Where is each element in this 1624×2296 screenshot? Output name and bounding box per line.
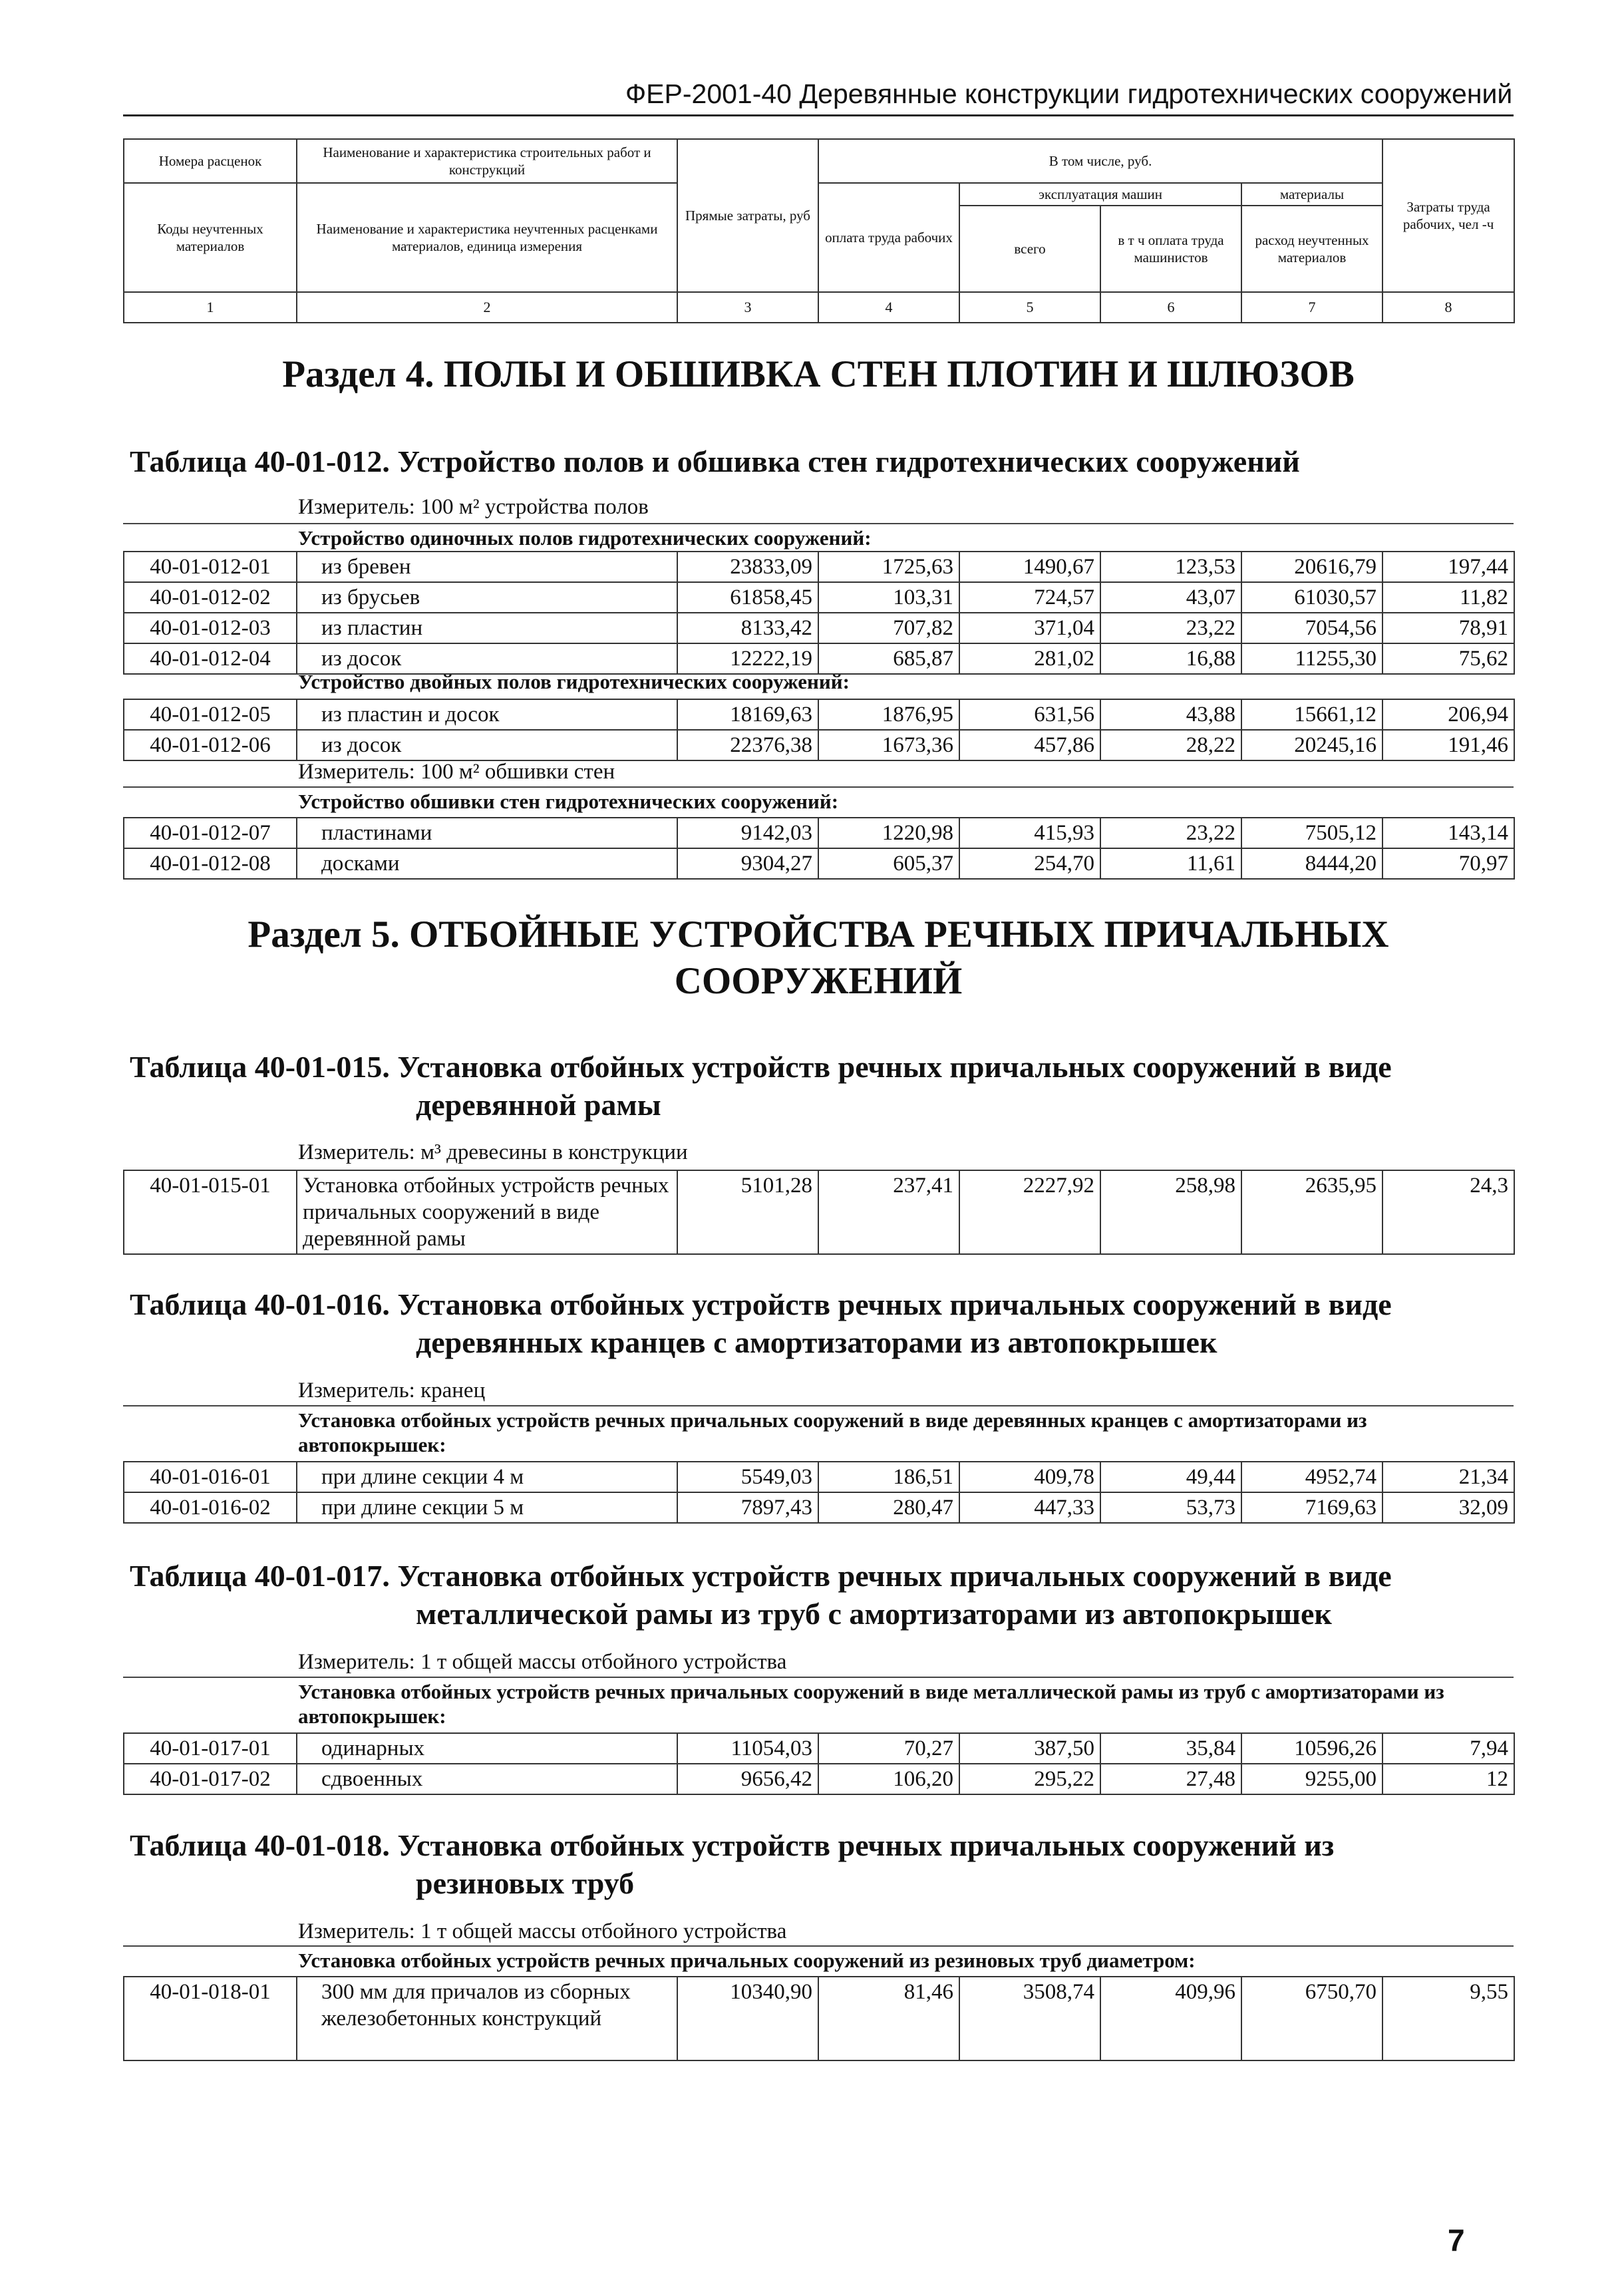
table-row xyxy=(124,730,1514,760)
labor-costs-cell: 9,55 xyxy=(1382,1977,1514,2060)
section-4-title: Раздел 4. ПОЛЫ И ОБШИВКА СТЕН ПЛОТИН И ШЛЮЗОВ xyxy=(282,353,1355,395)
col-labor-costs: Затраты труда рабочих, чел -ч xyxy=(1382,139,1514,292)
table-016-meter: Измеритель: кранец xyxy=(298,1379,486,1402)
direct-costs-cell: 5549,03 xyxy=(677,1462,818,1492)
table-row xyxy=(124,1492,1514,1523)
rate-code-cell: 40-01-017-01 xyxy=(124,1733,297,1764)
materials-cell: 8444,20 xyxy=(1241,848,1382,879)
labor-costs-cell: 11,82 xyxy=(1382,582,1514,613)
rate-code-cell: 40-01-015-01 xyxy=(124,1170,297,1254)
direct-costs-cell: 7897,43 xyxy=(677,1492,818,1523)
materials-cell: 20616,79 xyxy=(1241,552,1382,582)
work-name-cell: из бревен xyxy=(297,552,677,582)
work-name-cell: 300 мм для причалов из сборных железобетонных конструкций xyxy=(297,1977,677,2060)
labor-costs-cell: 21,34 xyxy=(1382,1462,1514,1492)
machinist-wages-cell: 35,84 xyxy=(1100,1733,1241,1764)
rate-code-cell: 40-01-012-02 xyxy=(124,582,297,613)
col-direct-costs: Прямые затраты, руб xyxy=(677,139,818,292)
machinist-wages-cell: 27,48 xyxy=(1100,1764,1241,1794)
direct-costs-cell: 9304,27 xyxy=(677,848,818,879)
col-number: 6 xyxy=(1100,292,1241,323)
direct-costs-cell: 8133,42 xyxy=(677,613,818,643)
col-number: 1 xyxy=(124,292,297,323)
table-012-meter-floors: Измеритель: 100 м² устройства полов xyxy=(298,495,649,519)
table-row xyxy=(124,818,1514,848)
work-name-cell: досками xyxy=(297,848,677,879)
machines-total-cell: 371,04 xyxy=(959,613,1100,643)
table-015-title xyxy=(130,1048,1517,1124)
machinist-wages-cell: 43,07 xyxy=(1100,582,1241,613)
table-017-rows xyxy=(123,1732,1515,1795)
section-5-title-line2: СООРУЖЕНИЙ xyxy=(674,960,963,1002)
rule xyxy=(123,786,1514,788)
col-unaccounted-materials: расход неучтенных материалов xyxy=(1241,206,1382,292)
col-machinist-wages: в т ч оплата труда машинистов xyxy=(1100,206,1241,292)
labor-wages-cell: 707,82 xyxy=(818,613,959,643)
rule xyxy=(123,1677,1514,1678)
labor-costs-cell: 32,09 xyxy=(1382,1492,1514,1523)
table-012-group-walls: Устройство обшивки стен гидротехнических сооружений: xyxy=(298,790,839,813)
table-018-rows xyxy=(123,1976,1515,2061)
direct-costs-cell: 10340,90 xyxy=(677,1977,818,2060)
labor-costs-cell: 78,91 xyxy=(1382,613,1514,643)
col-machines-total: всего xyxy=(959,206,1100,292)
table-012-group-single-floors: Устройство одиночных полов гидротехнических сооружений: xyxy=(298,526,872,550)
table-018-group: Установка отбойных устройств речных причальных сооружений из резиновых труб диаметром: xyxy=(298,1949,1196,1972)
direct-costs-cell: 22376,38 xyxy=(677,730,818,760)
table-row xyxy=(124,848,1514,879)
rate-code-cell: 40-01-012-04 xyxy=(124,643,297,674)
table-row xyxy=(124,1764,1514,1794)
labor-wages-cell: 81,46 xyxy=(818,1977,959,2060)
machinist-wages-cell: 43,88 xyxy=(1100,699,1241,730)
work-name-cell: из досок xyxy=(297,643,677,674)
work-name-cell: при длине секции 5 м xyxy=(297,1492,677,1523)
col-material-name: Наименование и характеристика неучтенных расценками материалов, единица измерения xyxy=(297,183,677,292)
table-015-rows xyxy=(123,1170,1515,1255)
col-number: 5 xyxy=(959,292,1100,323)
section-5-title xyxy=(123,911,1514,1005)
table-row xyxy=(124,699,1514,730)
work-name-cell: из досок xyxy=(297,730,677,760)
table-018-meter: Измеритель: 1 т общей массы отбойного устройства xyxy=(298,1919,787,1943)
labor-wages-cell: 237,41 xyxy=(818,1170,959,1254)
table-015-title-line2: деревянной рамы xyxy=(416,1088,661,1122)
labor-costs-cell: 12 xyxy=(1382,1764,1514,1794)
labor-wages-cell: 685,87 xyxy=(818,643,959,674)
rate-code-cell: 40-01-012-07 xyxy=(124,818,297,848)
direct-costs-cell: 11054,03 xyxy=(677,1733,818,1764)
labor-wages-cell: 1725,63 xyxy=(818,552,959,582)
table-row xyxy=(124,1462,1514,1492)
table-012-rows-single xyxy=(123,551,1515,675)
machinist-wages-cell: 49,44 xyxy=(1100,1462,1241,1492)
machinist-wages-cell: 409,96 xyxy=(1100,1977,1241,2060)
machinist-wages-cell: 23,22 xyxy=(1100,818,1241,848)
header-rule xyxy=(123,114,1514,116)
machines-total-cell: 387,50 xyxy=(959,1733,1100,1764)
machines-total-cell: 3508,74 xyxy=(959,1977,1100,2060)
work-name-cell: из пластин и досок xyxy=(297,699,677,730)
col-number: 4 xyxy=(818,292,959,323)
machinist-wages-cell: 23,22 xyxy=(1100,613,1241,643)
table-017-title-line1: Таблица 40-01-017. Установка отбойных устройств речных причальных сооружений в виде xyxy=(130,1559,1392,1593)
work-name-cell: сдвоенных xyxy=(297,1764,677,1794)
rate-code-cell: 40-01-012-05 xyxy=(124,699,297,730)
machines-total-cell: 457,86 xyxy=(959,730,1100,760)
work-name-cell: одинарных xyxy=(297,1733,677,1764)
col-unaccounted-codes: Коды неучтенных материалов xyxy=(124,183,297,292)
machines-total-cell: 415,93 xyxy=(959,818,1100,848)
materials-cell: 7169,63 xyxy=(1241,1492,1382,1523)
work-name-cell: при длине секции 4 м xyxy=(297,1462,677,1492)
rule xyxy=(123,523,1514,524)
materials-cell: 15661,12 xyxy=(1241,699,1382,730)
rate-code-cell: 40-01-016-02 xyxy=(124,1492,297,1523)
column-header-table xyxy=(123,138,1515,323)
table-012-title: Таблица 40-01-012. Устройство полов и обшивка стен гидротехнических сооружений xyxy=(130,444,1300,478)
rate-code-cell: 40-01-017-02 xyxy=(124,1764,297,1794)
machinist-wages-cell: 28,22 xyxy=(1100,730,1241,760)
table-012-group-double-floors: Устройство двойных полов гидротехнических сооружений: xyxy=(298,670,850,693)
labor-wages-cell: 103,31 xyxy=(818,582,959,613)
labor-costs-cell: 24,3 xyxy=(1382,1170,1514,1254)
labor-costs-cell: 143,14 xyxy=(1382,818,1514,848)
table-015-meter: Измеритель: м³ древесины в конструкции xyxy=(298,1140,688,1164)
machinist-wages-cell: 123,53 xyxy=(1100,552,1241,582)
rate-code-cell: 40-01-012-01 xyxy=(124,552,297,582)
labor-costs-cell: 191,46 xyxy=(1382,730,1514,760)
labor-wages-cell: 106,20 xyxy=(818,1764,959,1794)
machines-total-cell: 295,22 xyxy=(959,1764,1100,1794)
table-018-title-line2: резиновых труб xyxy=(416,1866,635,1900)
table-016-group: Установка отбойных устройств речных причальных сооружений в виде деревянных кранцев с амортизаторами из автопокрышек: xyxy=(298,1408,1367,1456)
direct-costs-cell: 5101,28 xyxy=(677,1170,818,1254)
machinist-wages-cell: 53,73 xyxy=(1100,1492,1241,1523)
table-016-title-line2: деревянных кранцев с амортизаторами из автопокрышек xyxy=(416,1325,1218,1359)
materials-cell: 61030,57 xyxy=(1241,582,1382,613)
materials-cell: 11255,30 xyxy=(1241,643,1382,674)
col-rate-numbers: Номера расценок xyxy=(124,139,297,183)
labor-costs-cell: 206,94 xyxy=(1382,699,1514,730)
rate-code-cell: 40-01-012-08 xyxy=(124,848,297,879)
machines-total-cell: 447,33 xyxy=(959,1492,1100,1523)
col-labor-wages: оплата труда рабочих xyxy=(818,183,959,292)
materials-cell: 2635,95 xyxy=(1241,1170,1382,1254)
materials-cell: 10596,26 xyxy=(1241,1733,1382,1764)
col-number: 8 xyxy=(1382,292,1514,323)
col-number: 3 xyxy=(677,292,818,323)
col-number: 7 xyxy=(1241,292,1382,323)
table-012-meter-walls: Измеритель: 100 м² обшивки стен xyxy=(298,760,615,784)
machinist-wages-cell: 11,61 xyxy=(1100,848,1241,879)
rate-code-cell: 40-01-012-06 xyxy=(124,730,297,760)
table-012-rows-double xyxy=(123,699,1515,761)
machines-total-cell: 724,57 xyxy=(959,582,1100,613)
table-row xyxy=(124,582,1514,613)
rule xyxy=(123,1945,1514,1947)
labor-wages-cell: 1673,36 xyxy=(818,730,959,760)
machines-total-cell: 2227,92 xyxy=(959,1170,1100,1254)
work-name-cell: из брусьев xyxy=(297,582,677,613)
labor-costs-cell: 197,44 xyxy=(1382,552,1514,582)
machines-total-cell: 281,02 xyxy=(959,643,1100,674)
table-row xyxy=(124,1977,1514,2060)
labor-wages-cell: 70,27 xyxy=(818,1733,959,1764)
materials-cell: 4952,74 xyxy=(1241,1462,1382,1492)
labor-wages-cell: 1220,98 xyxy=(818,818,959,848)
table-row xyxy=(124,1170,1514,1254)
table-row xyxy=(124,1733,1514,1764)
table-row xyxy=(124,613,1514,643)
table-017-meter: Измеритель: 1 т общей массы отбойного устройства xyxy=(298,1650,787,1674)
table-row xyxy=(124,552,1514,582)
col-number: 2 xyxy=(297,292,677,323)
rate-code-cell: 40-01-012-03 xyxy=(124,613,297,643)
table-017-title xyxy=(130,1557,1517,1633)
labor-wages-cell: 186,51 xyxy=(818,1462,959,1492)
materials-cell: 7054,56 xyxy=(1241,613,1382,643)
machines-total-cell: 254,70 xyxy=(959,848,1100,879)
rule xyxy=(123,1405,1514,1406)
labor-costs-cell: 75,62 xyxy=(1382,643,1514,674)
labor-wages-cell: 605,37 xyxy=(818,848,959,879)
col-including: В том числе, руб. xyxy=(818,139,1382,183)
table-018-title-line1: Таблица 40-01-018. Установка отбойных устройств речных причальных сооружений из xyxy=(130,1828,1335,1862)
direct-costs-cell: 18169,63 xyxy=(677,699,818,730)
labor-costs-cell: 70,97 xyxy=(1382,848,1514,879)
table-016-title xyxy=(130,1285,1517,1361)
direct-costs-cell: 23833,09 xyxy=(677,552,818,582)
direct-costs-cell: 12222,19 xyxy=(677,643,818,674)
labor-wages-cell: 280,47 xyxy=(818,1492,959,1523)
work-name-cell: Установка отбойных устройств речных причальных сооружений в виде деревянной рамы xyxy=(297,1170,677,1254)
materials-cell: 20245,16 xyxy=(1241,730,1382,760)
table-016-rows xyxy=(123,1461,1515,1524)
materials-cell: 9255,00 xyxy=(1241,1764,1382,1794)
table-018-title xyxy=(130,1826,1517,1902)
col-machine-operation: эксплуатация машин xyxy=(959,183,1241,206)
work-name-cell: из пластин xyxy=(297,613,677,643)
page-number: 7 xyxy=(1448,2223,1465,2257)
table-016-title-line1: Таблица 40-01-016. Установка отбойных устройств речных причальных сооружений в виде xyxy=(130,1287,1392,1321)
table-017-title-line2: металлической рамы из труб с амортизаторами из автопокрышек xyxy=(416,1597,1332,1631)
table-012-rows-walls xyxy=(123,817,1515,880)
machines-total-cell: 1490,67 xyxy=(959,552,1100,582)
machinist-wages-cell: 258,98 xyxy=(1100,1170,1241,1254)
machines-total-cell: 631,56 xyxy=(959,699,1100,730)
direct-costs-cell: 9142,03 xyxy=(677,818,818,848)
labor-costs-cell: 7,94 xyxy=(1382,1733,1514,1764)
machinist-wages-cell: 16,88 xyxy=(1100,643,1241,674)
col-work-name: Наименование и характеристика строительных работ и конструкций xyxy=(297,139,677,183)
table-015-title-line1: Таблица 40-01-015. Установка отбойных устройств речных причальных сооружений в виде xyxy=(130,1050,1392,1084)
direct-costs-cell: 9656,42 xyxy=(677,1764,818,1794)
running-title: ФЕР-2001-40 Деревянные конструкции гидротехнических сооружений xyxy=(625,79,1513,109)
rate-code-cell: 40-01-016-01 xyxy=(124,1462,297,1492)
materials-cell: 7505,12 xyxy=(1241,818,1382,848)
rate-code-cell: 40-01-018-01 xyxy=(124,1977,297,2060)
materials-cell: 6750,70 xyxy=(1241,1977,1382,2060)
work-name-cell: пластинами xyxy=(297,818,677,848)
col-materials: материалы xyxy=(1241,183,1382,206)
labor-wages-cell: 1876,95 xyxy=(818,699,959,730)
direct-costs-cell: 61858,45 xyxy=(677,582,818,613)
section-5-title-line1: Раздел 5. ОТБОЙНЫЕ УСТРОЙСТВА РЕЧНЫХ ПРИЧАЛЬНЫХ xyxy=(247,913,1389,955)
table-017-group: Установка отбойных устройств речных причальных сооружений в виде металлической рамы из труб с амортизаторами из автопокрышек: xyxy=(298,1680,1444,1728)
machines-total-cell: 409,78 xyxy=(959,1462,1100,1492)
